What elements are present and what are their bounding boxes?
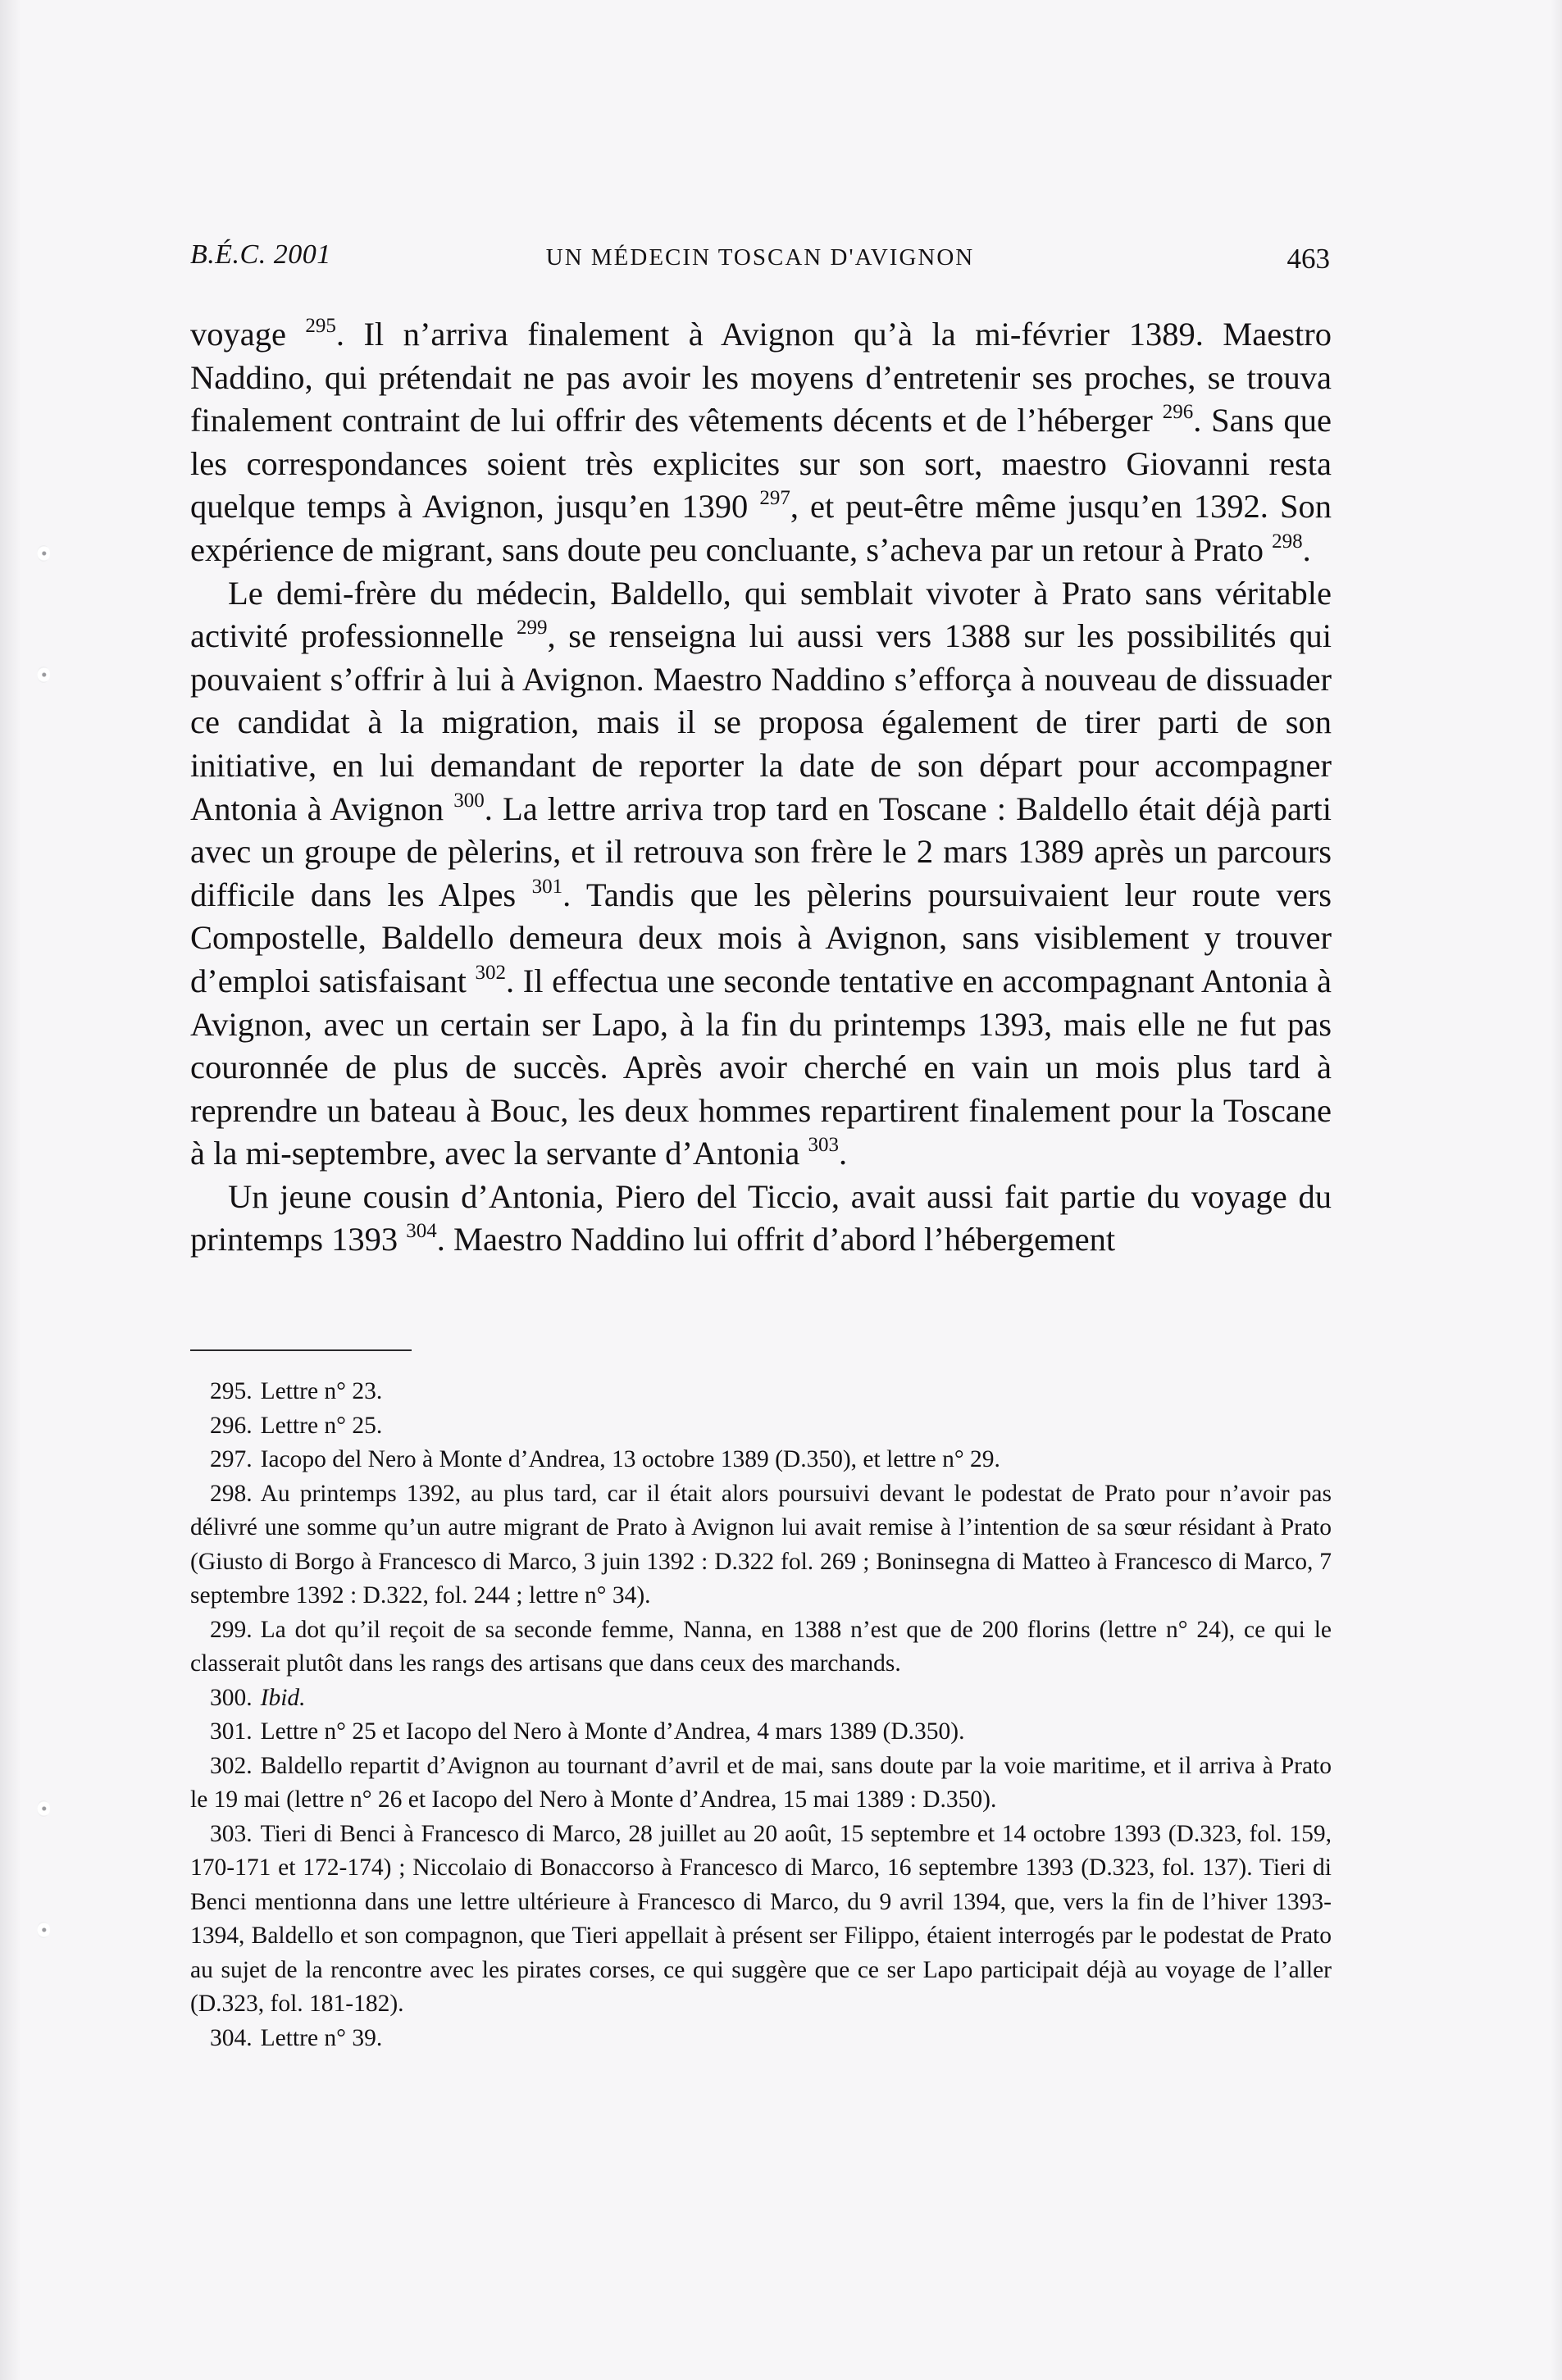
footnote-text: Baldello repartit d’Avignon au tournant d’avril et de mai, sans doute par la voie maritime, et il arriva à Prato le 19 mai (lettre n° 26 et Iacopo del Nero à Monte d’Andrea, 15 mai 1389 : D.350). <box>190 1752 1332 1813</box>
body-text-run: . Tandis que les pèlerins poursuivaient leur route vers Compostelle, Baldello demeura deux mois à Avignon, sans visiblement y trouver d’emploi satisfaisant <box>190 876 1332 999</box>
footnote-reference[interactable]: 297 <box>759 487 790 510</box>
footnote-text: Lettre n° 25. <box>260 1412 383 1439</box>
footnote-reference[interactable]: 302 <box>475 961 506 984</box>
footnote-reference[interactable]: 303 <box>808 1134 839 1157</box>
footnote-text: Iacopo del Nero à Monte d’Andrea, 13 octobre 1389 (D.350), et lettre n° 29. <box>260 1446 1000 1472</box>
footnote-item <box>190 1750 1332 1818</box>
body-text-run: voyage <box>190 316 306 353</box>
footnote-item <box>190 1409 1332 1444</box>
footnote-reference[interactable]: 295 <box>305 315 336 337</box>
body-text-run: . Sans que les correspondances soient très explicites sur son sort, maestro Giovanni resta quelque temps à Avignon, jusqu’en 1390 <box>190 402 1332 526</box>
footnote-item <box>190 1681 1332 1716</box>
binding-hole-icon <box>37 1800 50 1817</box>
footnote-number: 303. <box>210 1820 253 1847</box>
body-text-run: Un jeune cousin d’Antonia, Piero del Ticcio, avait aussi fait partie du voyage du printemps 1393 <box>190 1177 1332 1258</box>
binding-hole-icon <box>37 667 50 683</box>
footnote-item <box>190 1613 1332 1681</box>
footnote-item <box>190 1477 1332 1613</box>
footnote-number: 302. <box>210 1752 253 1779</box>
body-text-run: . Maestro Naddino lui offrit d’abord l’hébergement <box>436 1221 1116 1258</box>
footnote-number: 304. <box>210 2024 253 2051</box>
running-head <box>190 236 1330 277</box>
footnote-reference[interactable]: 304 <box>406 1220 437 1243</box>
body-paragraph <box>190 572 1332 1176</box>
footnote-number: 299. <box>210 1616 253 1643</box>
article-title: UN MÉDECIN TOSCAN D'AVIGNON <box>545 244 975 271</box>
footnote-item <box>190 2022 1332 2056</box>
body-text-run: . Il effectua une seconde tentative en accompagnant Antonia à Avignon, avec un certain ser Lapo, à la fin du printemps 1393, mais elle ne fut pas couronnée de plus de succès. Après avoir cherché en vain un mois plus tard à reprendre un bateau à Bouc, les deux hommes repartirent finalement pour la Toscane à la mi-septembre, avec la servante d’Antonia <box>190 962 1332 1172</box>
footnote-item <box>190 1375 1332 1409</box>
footnote-number: 301. <box>210 1718 253 1745</box>
page-edge-shadow-left <box>0 0 21 2380</box>
binding-hole-icon <box>37 1922 50 1938</box>
footnote-text: Lettre n° 25 et Iacopo del Nero à Monte d’Andrea, 4 mars 1389 (D.350). <box>260 1718 965 1745</box>
page-edge-shadow-right <box>1551 0 1562 2380</box>
footnote-separator <box>190 1349 412 1351</box>
footnote-text: Lettre n° 23. <box>260 1378 383 1404</box>
binding-hole-icon <box>37 545 50 562</box>
footnote-item <box>190 1818 1332 2022</box>
footnote-reference[interactable]: 301 <box>531 875 563 898</box>
footnote-text: Tieri di Benci à Francesco di Marco, 28 juillet au 20 août, 15 septembre et 14 octobre 1393 (D.323, fol. 159, 170-171 et 172-174) ; Niccolaio di Bonaccorso à Francesco di Marco, 16 septembre 1393 (D.323, fol. 137). Tieri di Benci mentionna dans une lettre ultérieure à Francesco di Marco, du 9 avril 1394, que, vers la fin de l’hiver 1393-1394, Baldello et son compagnon, que Tieri appellait à présent ser Filippo, étaient interrogés par le podestat de Prato au sujet de la rencontre avec les pirates corses, ce qui suggère que ce ser Lapo participait déjà au voyage de l’aller (D.323, fol. 181-182). <box>190 1820 1332 2017</box>
footnote-reference[interactable]: 296 <box>1162 401 1194 424</box>
body-text-run: . <box>1302 530 1311 568</box>
footnote-number: 296. <box>210 1412 253 1439</box>
body-text-run: . Il n’arriva finalement à Avignon qu’à la mi-février 1389. Maestro Naddino, qui prétendait ne pas avoir les moyens d’entretenir ses proches, se trouva finalement contraint de lui offrir des vêtements décents et de l’héberger <box>190 316 1332 439</box>
body-text-run: . La lettre arriva trop tard en Toscane : Baldello était déjà parti avec un groupe de pèlerins, et il retrouva son frère le 2 mars 1389 après un parcours difficile dans les Alpes <box>190 790 1332 913</box>
main-body-text <box>190 313 1332 1262</box>
footnote-text: La dot qu’il reçoit de sa seconde femme, Nanna, en 1388 n’est que de 200 florins (lettre n° 24), ce qui le classerait plutôt dans les rangs des artisans que dans ceux des marchands. <box>190 1616 1332 1677</box>
body-text-run: . <box>838 1135 848 1172</box>
footnote-text: Ibid. <box>260 1684 306 1711</box>
footnote-number: 297. <box>210 1446 253 1472</box>
footnote-text: Lettre n° 39. <box>260 2024 383 2051</box>
footnote-number: 300. <box>210 1684 253 1711</box>
footnote-reference[interactable]: 300 <box>453 789 485 812</box>
footnote-number: 298. <box>210 1480 253 1507</box>
footnote-item <box>190 1443 1332 1477</box>
body-paragraph <box>190 313 1332 572</box>
footnote-text: Au printemps 1392, au plus tard, car il était alors poursuivi devant le podestat de Prato pour n’avoir pas délivré une somme qu’un autre migrant de Prato à Avignon lui avait remise à l’intention de sa sœur résidant à Prato (Giusto di Borgo à Francesco di Marco, 3 juin 1392 : D.322 fol. 269 ; Boninsegna di Matteo à Francesco di Marco, 7 septembre 1392 : D.322, fol. 244 ; lettre n° 34). <box>190 1480 1332 1609</box>
body-text-run: , se renseigna lui aussi vers 1388 sur les possibilités qui pouvaient s’offrir à lui à Avignon. Maestro Naddino s’efforça à nouveau de dissuader ce candidat à la migration, mais il se proposa également de tirer parti de son initiative, en lui demandant de reporter la date de son départ pour accompagner Antonia à Avignon <box>190 617 1332 827</box>
footnote-reference[interactable]: 299 <box>516 617 548 639</box>
footnotes <box>190 1375 1332 2055</box>
footnote-reference[interactable]: 298 <box>1272 530 1303 553</box>
body-text-run: Le demi-frère du médecin, Baldello, qui semblait vivoter à Prato sans véritable activité professionnelle <box>190 574 1332 655</box>
page-number: 463 <box>1286 243 1330 275</box>
footnote-item <box>190 1715 1332 1750</box>
body-text-run: , et peut-être même jusqu’en 1392. Son expérience de migrant, sans doute peu concluante, s’acheva par un retour à Prato <box>190 488 1332 568</box>
footnote-number: 295. <box>210 1378 253 1404</box>
body-paragraph <box>190 1176 1332 1262</box>
journal-abbreviation: B.É.C. 2001 <box>190 239 331 270</box>
